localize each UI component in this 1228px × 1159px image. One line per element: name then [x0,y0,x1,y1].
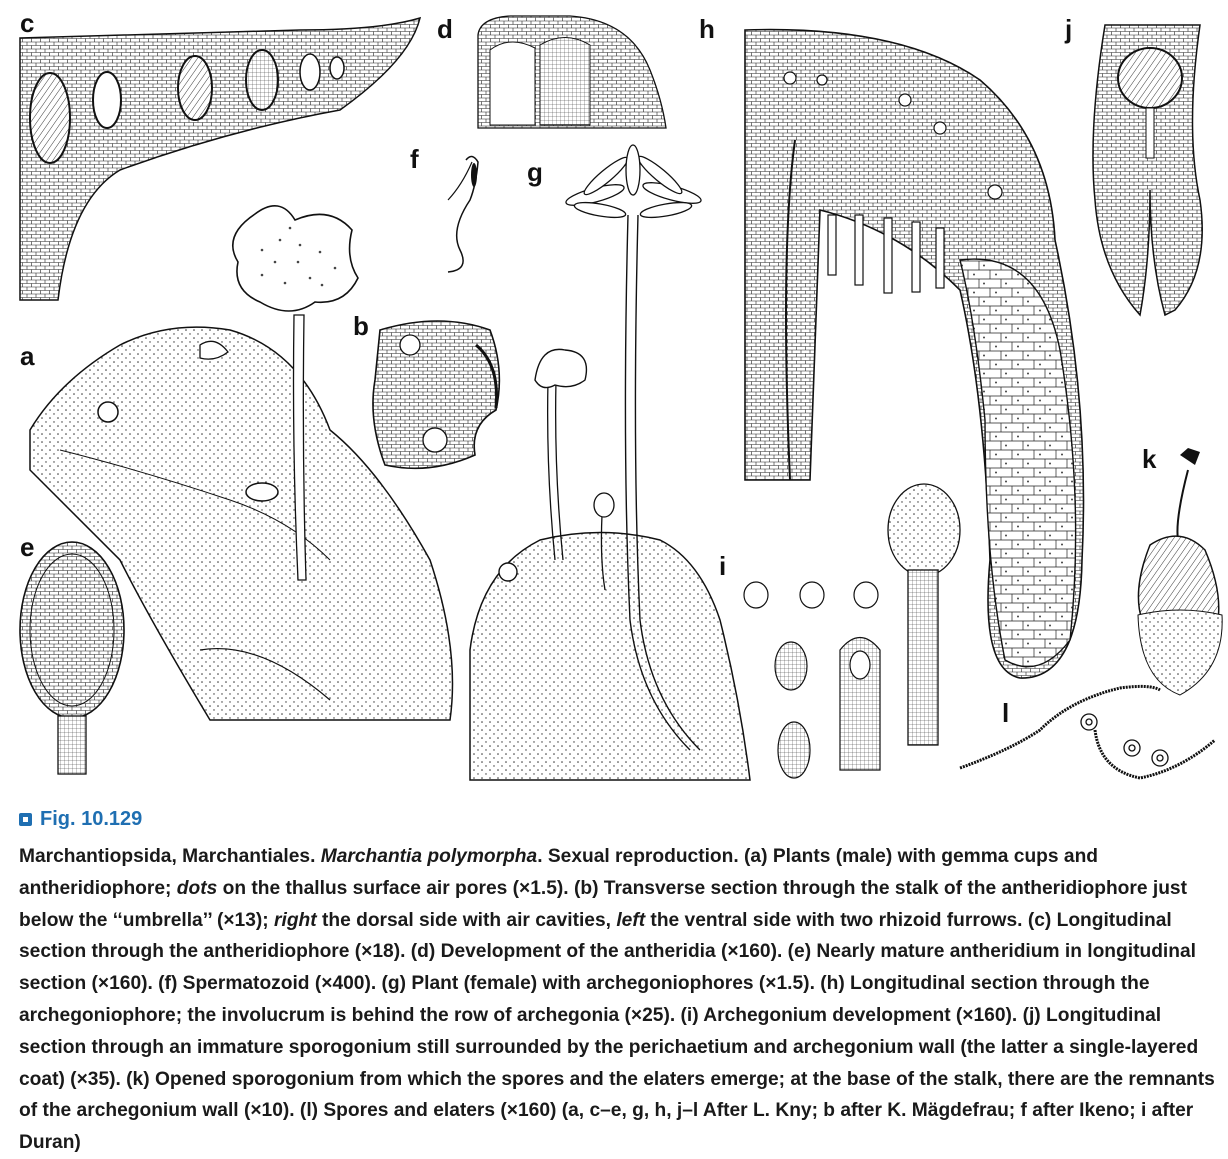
caption-species-name: Marchantia polymorpha [320,846,538,867]
panel-i-drawing [744,484,960,778]
figure-marker-icon [19,813,32,826]
caption-seg-6: the dorsal side with air cavities, [316,909,617,931]
panel-d-drawing [478,16,666,128]
caption-text [19,841,1219,1159]
caption-seg-2: . Sexual reproduction. (a) Plants (male) with gemma cups and antheridiophore; [19,846,1099,899]
panel-label-c: c [20,8,35,38]
panel-l-drawing [960,686,1215,778]
panel-g-drawing [470,145,750,780]
panel-label-b: b [353,311,369,341]
panel-label-e: e [20,532,35,562]
panel-label-a: a [20,341,35,371]
caption-seg-8: the ventral side with two rhizoid furrows. (c) Longitudinal section through the antheridiophore (×18). (d) Development of the antheridia (×160). (e) Nearly mature antheridium in longitudinal section (×160). (f) Spermatozoid (×400). (g) Plant (female) with archegoniophores (×1.5). (h) Longitudinal section through the archegoniophore; the involucrum is behind the row of archegonia (×25). (i) Archegonium development (×160). (j) Longitudinal section through an immature sporogonium still surrounded by the perichaetium and archegonium wall (the latter a single-layered coat) (×35). (k) Opened sporogonium from which the spores and the elaters emerge; at the base of the stalk, there are the remnants of the archegonium wall (×10). (l) Spores and elaters (×160) (a, c–e, g, h, j–l After L. Kny; b after K. Mägdefrau; f after Ikeno; i after Duran) [19,909,1215,1154]
panel-e-drawing [20,542,124,774]
figure-caption [19,808,1219,1159]
caption-seg-4: on the thallus surface air pores (×1.5). (b) Transverse section through the stalk of the antheridiophore just below the ‘‘umbrella’’ (×13); [19,877,1187,931]
panel-f-drawing [448,156,478,272]
panel-b-drawing [373,321,499,468]
caption-emph-left: left [616,909,646,931]
figure-number [19,808,1219,831]
panel-label-i: i [719,551,727,581]
panel-label-j: j [1065,14,1073,44]
panel-c-drawing [20,18,420,300]
caption-seg-0: Marchantiopsida, Marchantiales. [19,846,321,867]
panel-j-drawing [1093,25,1202,315]
panel-label-f: f [410,144,419,174]
panel-label-h: h [699,14,715,44]
caption-emph-right: right [274,909,317,931]
panel-label-l: l [1002,698,1010,728]
figure-number-label: Fig. 10.129 [40,808,143,830]
panel-label-g: g [527,157,543,187]
panel-label-d: d [437,14,453,44]
panel-label-k: k [1142,444,1157,474]
panel-k-drawing [1138,444,1222,695]
caption-emph-dots: dots [176,877,218,899]
